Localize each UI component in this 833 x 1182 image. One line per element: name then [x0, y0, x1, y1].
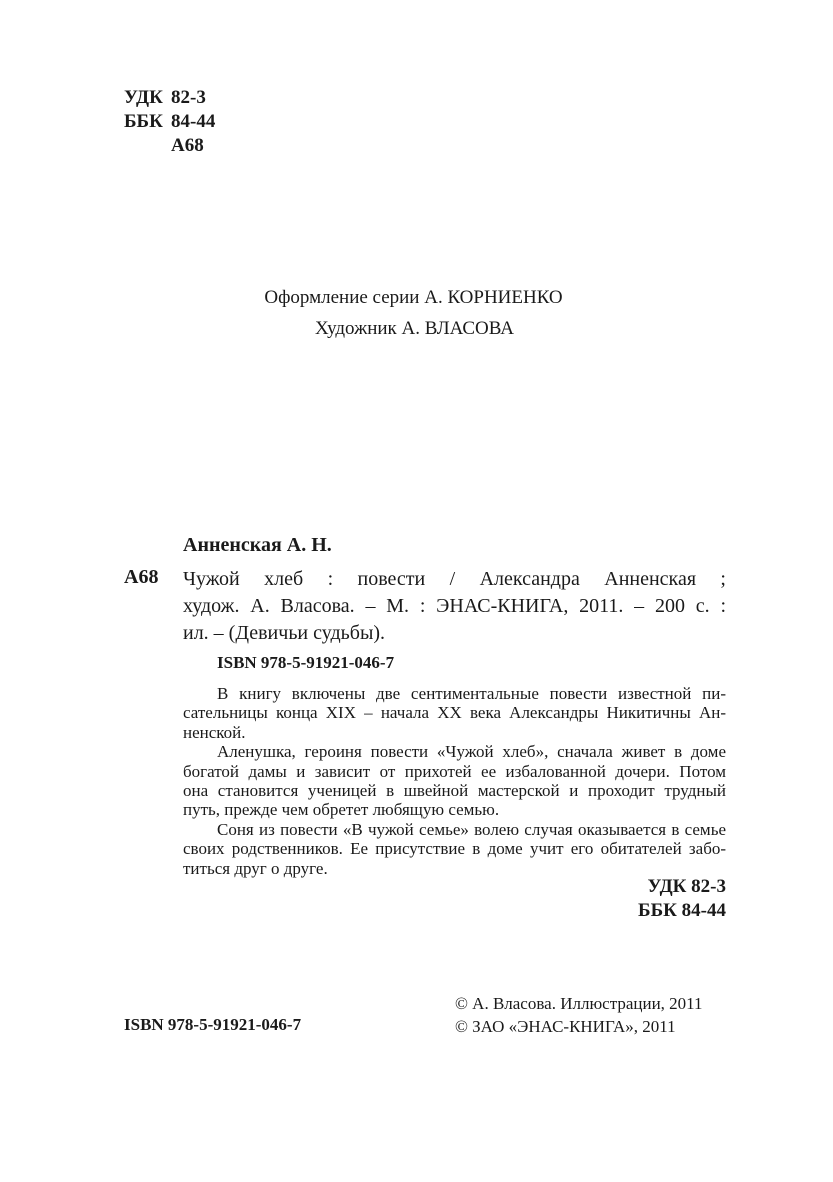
author-heading: Анненская А. Н.	[183, 534, 332, 556]
description-line: ил. – (Девичьи судьбы).	[183, 622, 386, 644]
annotation-line: титься друг о друге.	[183, 858, 328, 878]
annotation-line: Аленушка, героиня повести «Чужой хлеб», сначала живет в доме	[217, 742, 726, 762]
footer-isbn: ISBN 978-5-91921-046-7	[124, 1015, 302, 1034]
description-line: Чужой хлеб : повести / Александра Анненская ;	[183, 568, 726, 590]
annotation	[183, 684, 726, 878]
bibliographic-description	[183, 566, 726, 647]
copyright-block	[455, 992, 703, 1038]
copyright-illustrations: © А. Власова. Иллюстрации, 2011	[455, 994, 703, 1013]
author-mark: А68	[124, 566, 159, 588]
annotation-line: путь, прежде чем обретет любящую семью.	[183, 800, 500, 820]
bbk-value: 84-44	[171, 111, 216, 132]
design-credits	[0, 282, 833, 344]
artist-credit: Художник А. ВЛАСОВА	[315, 318, 514, 339]
record-classification-codes	[600, 875, 726, 923]
annotation-line: своих родственников. Ее присутствие в доме учит его обитателей забо-	[183, 839, 726, 859]
classification-codes	[124, 86, 215, 158]
record-bbk: ББК 84-44	[638, 900, 726, 921]
copyright-publisher: © ЗАО «ЭНАС-КНИГА», 2011	[455, 1017, 676, 1036]
annotation-line: В книгу включены две сентиментальные повести известной пи-	[217, 684, 726, 703]
author-mark-top: А68	[171, 135, 204, 156]
bbk-label: ББК	[124, 111, 163, 132]
annotation-line: она становится ученицей в швейной мастерской и проходит трудный	[183, 781, 726, 801]
annotation-line: сательницы конца XIX – начала XX века Александры Никитичны Ан-	[183, 703, 726, 723]
annotation-line: ненской.	[183, 722, 246, 742]
series-design-credit: Оформление серии А. КОРНИЕНКО	[264, 287, 563, 308]
udk-value: 82-3	[171, 87, 206, 108]
udk-code-row	[124, 86, 215, 110]
record-udk: УДК 82-3	[647, 876, 726, 897]
udk-label: УДК	[124, 87, 163, 108]
bbk-code-row	[124, 110, 215, 134]
record-isbn: ISBN 978-5-91921-046-7	[217, 653, 395, 672]
annotation-line: богатой дамы и зависит от прихотей ее избалованной дочери. Потом	[183, 761, 726, 781]
description-line: худож. А. Власова. – М. : ЭНАС-КНИГА, 2011. – 200 с. :	[183, 595, 726, 617]
annotation-line: Соня из повести «В чужой семье» волею случая оказывается в семье	[217, 819, 726, 839]
